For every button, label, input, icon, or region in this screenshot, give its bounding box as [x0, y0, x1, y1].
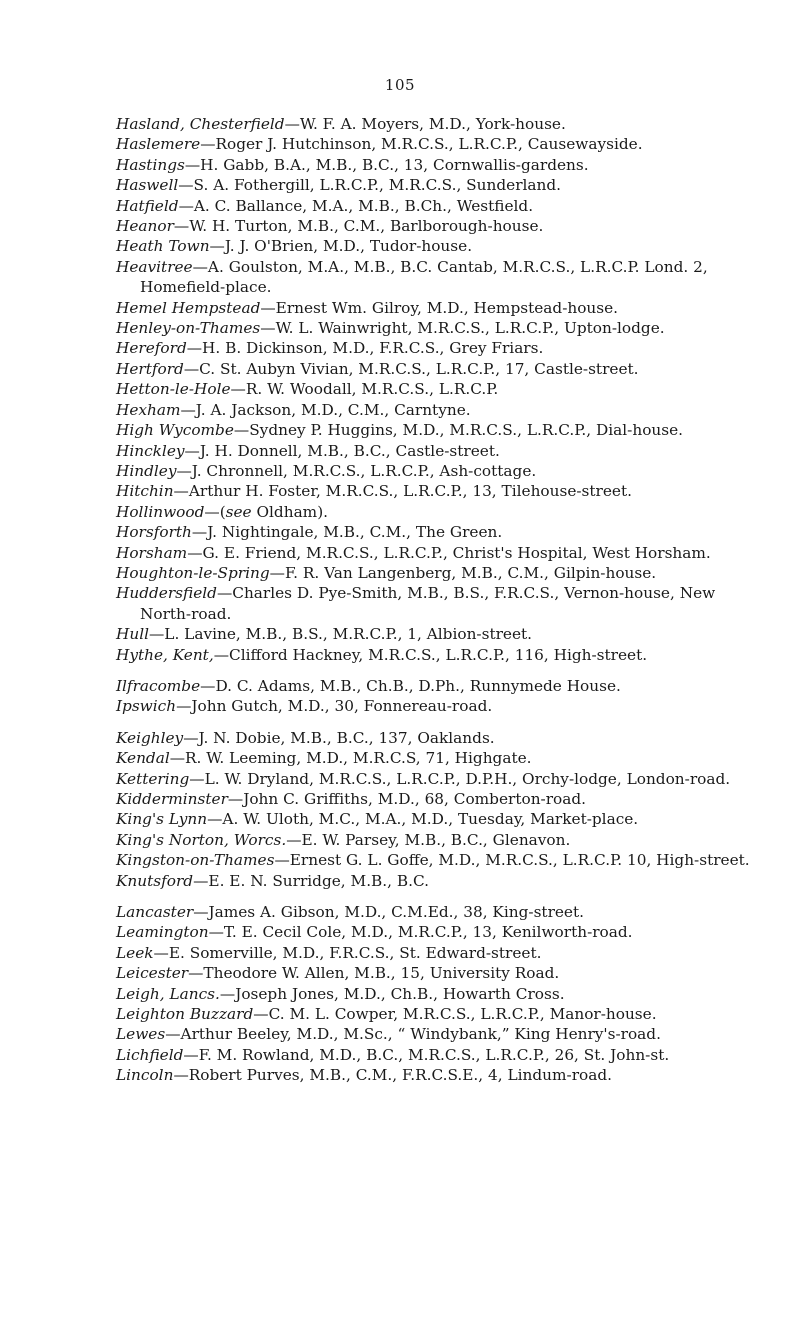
- place-name: Hitchin: [116, 482, 174, 501]
- directory-entry: [116, 522, 762, 542]
- directory-entry: [116, 216, 762, 236]
- directory-entry: [116, 257, 762, 298]
- directory-entry: [116, 902, 762, 922]
- entry-text: —D. C. Adams, M.B., Ch.B., D.Ph., Runnymede House.: [200, 676, 621, 695]
- place-name: Hastings: [116, 155, 185, 174]
- directory-entry: [116, 943, 762, 963]
- entry-text: —F. M. Rowland, M.D., B.C., M.R.C.S., L.R.C.P., 26, St. John-st.: [183, 1045, 670, 1064]
- entry-text: —L. Lavine, M.B., B.S., M.R.C.P., 1, Albion-street.: [148, 625, 533, 644]
- directory-entry: [116, 624, 762, 644]
- entry-text: —H. B. Dickinson, M.D., F.R.C.S., Grey Friars.: [186, 339, 544, 358]
- entry-text: —(: [204, 502, 226, 521]
- place-name: Kingston-on-Thames: [116, 851, 275, 870]
- place-name: High Wycombe: [116, 421, 234, 440]
- place-name: Hexham: [116, 400, 181, 419]
- directory-entry: [116, 236, 762, 256]
- entry-text: —A. C. Ballance, M.A., M.B., B.Ch., Westfield.: [178, 196, 534, 215]
- directory-entry: [116, 563, 762, 583]
- place-name: Kettering: [116, 769, 190, 788]
- place-name: Kidderminster: [116, 790, 228, 808]
- directory-entry: [116, 696, 762, 716]
- directory-entry: [116, 922, 762, 942]
- place-name: Hertford: [116, 359, 184, 378]
- directory-entry: [116, 441, 762, 461]
- entry-text: —J. H. Donnell, M.B., B.C., Castle-street.: [184, 441, 500, 460]
- entry-text: —R. W. Woodall, M.R.C.S., L.R.C.P.: [230, 380, 499, 399]
- place-name: Hereford: [116, 339, 187, 358]
- directory-entry: [116, 748, 762, 768]
- directory-entry: [116, 175, 762, 195]
- place-name: Henley-on-Thames: [116, 319, 261, 338]
- entry-text: —T. E. Cecil Cole, M.D., M.R.C.P., 13, Kenilworth-road.: [208, 923, 633, 942]
- directory-entry: [116, 155, 762, 175]
- directory-entry: [116, 1024, 762, 1044]
- place-name: Hetton-le-Hole: [116, 380, 231, 399]
- directory-entries: [116, 114, 762, 1086]
- place-name: Lancaster: [116, 903, 194, 922]
- directory-entry: [116, 318, 762, 338]
- directory-entry: [116, 1045, 762, 1065]
- place-name: Heanor: [116, 217, 174, 236]
- entry-text: —S. A. Fothergill, L.R.C.P., M.R.C.S., Sunderland.: [178, 176, 562, 195]
- directory-entry: [116, 645, 762, 665]
- entry-text: —Ernest Wm. Gilroy, M.D., Hempstead-house.: [260, 298, 619, 317]
- place-name: Hindley: [116, 461, 177, 480]
- directory-entry: [116, 984, 762, 1004]
- directory-entry: [116, 400, 762, 420]
- directory-entry: [116, 134, 762, 154]
- directory-entry: [116, 583, 762, 624]
- directory-entry: [116, 298, 762, 318]
- directory-entry: [116, 502, 762, 522]
- place-name: Leicester: [116, 964, 189, 983]
- entry-text: —E. E. N. Surridge, M.B., B.C.: [193, 871, 430, 890]
- entry-text: —Sydney P. Huggins, M.D., M.R.C.S., L.R.C.P., Dial-house.: [233, 421, 684, 440]
- place-name: Leamington: [116, 923, 209, 942]
- place-name: Huddersfield: [116, 584, 217, 603]
- place-name: Haswell: [116, 176, 179, 195]
- place-name: Hollinwood: [116, 502, 205, 521]
- directory-entry: [116, 420, 762, 440]
- place-name: Lincoln: [116, 1066, 174, 1085]
- entry-text: —A. Goulston, M.A., M.B., B.C. Cantab, M.R.C.S., L.R.C.P. Lond. 2, Homefield-place.: [140, 257, 708, 297]
- directory-entry: [116, 789, 762, 809]
- entry-text: —L. W. Dryland, M.R.C.S., L.R.C.P., D.P.H., Orchy-lodge, London-road.: [189, 769, 731, 788]
- entry-text: —E. W. Parsey, M.B., B.C., Glenavon.: [286, 830, 571, 849]
- place-name: King's Norton, Worcs.: [116, 830, 287, 849]
- place-name: Haslemere: [116, 135, 201, 154]
- place-name: Leek: [116, 943, 154, 962]
- place-name: Knutsford: [116, 871, 194, 890]
- entry-text: —J. Nightingale, M.B., C.M., The Green.: [191, 523, 503, 542]
- place-name: Hythe, Kent,: [116, 645, 214, 664]
- entry-text: —Roger J. Hutchinson, M.R.C.S., L.R.C.P., Causewayside.: [200, 135, 643, 154]
- directory-entry: [116, 543, 762, 563]
- place-name: Keighley: [116, 728, 184, 747]
- place-name: Lichfield: [116, 1045, 184, 1064]
- place-name: Houghton-le-Spring: [116, 563, 270, 582]
- directory-entry: [116, 809, 762, 829]
- page-number: 105: [384, 76, 416, 94]
- entry-text: —John Gutch, M.D., 30, Fonnereau-road.: [176, 697, 493, 716]
- entry-text: —Arthur H. Foster, M.R.C.S., L.R.C.P., 13, Tilehouse-street.: [173, 482, 632, 501]
- entry-text: —Clifford Hackney, M.R.C.S., L.R.C.P., 116, High-street.: [213, 645, 648, 664]
- entry-text-after: Oldham).: [251, 502, 329, 521]
- place-name: Leighton Buzzard: [116, 1005, 254, 1024]
- directory-entry: [116, 481, 762, 501]
- entry-text: —John C. Griffiths, M.D., 68, Comberton-road.: [227, 790, 587, 808]
- directory-entry: [116, 114, 762, 134]
- directory-entry: [116, 830, 762, 850]
- directory-entry: [116, 338, 762, 358]
- entry-text: —J. A. Jackson, M.D., C.M., Carntyne.: [180, 400, 471, 419]
- directory-entry: [116, 461, 762, 481]
- directory-entry: [116, 769, 762, 789]
- directory-entry: [116, 676, 762, 696]
- directory-entry: [116, 871, 762, 891]
- entry-text: —W. L. Wainwright, M.R.C.S., L.R.C.P., Upton-lodge.: [260, 319, 665, 338]
- place-name: Hull: [116, 625, 149, 644]
- place-name: King's Lynn: [116, 810, 208, 829]
- directory-entry: [116, 379, 762, 399]
- entry-text: —J. J. O'Brien, M.D., Tudor-house.: [209, 237, 473, 256]
- place-name: Hinckley: [116, 441, 185, 460]
- entry-text: —Joseph Jones, M.D., Ch.B., Howarth Cross.: [219, 984, 565, 1003]
- entry-text: —C. M. L. Cowper, M.R.C.S., L.R.C.P., Manor-house.: [253, 1005, 657, 1024]
- directory-entry: [116, 963, 762, 983]
- entry-text: —Theodore W. Allen, M.B., 15, University Road.: [188, 964, 560, 983]
- directory-entry: [116, 359, 762, 379]
- directory-entry: [116, 728, 762, 748]
- entry-text: —Ernest G. L. Goffe, M.D., M.R.C.S., L.R.C.P. 10, High-street.: [274, 851, 750, 870]
- place-name: Hemel Hempstead: [116, 298, 261, 317]
- place-name: Lewes: [116, 1025, 166, 1044]
- entry-text: —R. W. Leeming, M.D., M.R.C.S, 71, Highgate.: [169, 749, 532, 768]
- place-name: Leigh, Lancs.: [116, 984, 220, 1003]
- directory-entry: [116, 196, 762, 216]
- entry-text: —W. F. A. Moyers, M.D., York-house.: [284, 115, 566, 133]
- entry-text: —Robert Purves, M.B., C.M., F.R.C.S.E., 4, Lindum-road.: [173, 1066, 612, 1085]
- place-name: Ilfracombe: [116, 676, 201, 695]
- entry-text: —H. Gabb, B.A., M.B., B.C., 13, Cornwallis-gardens.: [184, 155, 589, 174]
- entry-text: —G. E. Friend, M.R.C.S., L.R.C.P., Christ's Hospital, West Horsham.: [187, 543, 711, 562]
- place-name: Kendal: [116, 749, 170, 768]
- place-name: Heath Town: [116, 237, 210, 256]
- directory-entry: [116, 1065, 762, 1085]
- place-name: Heavitree: [116, 257, 193, 276]
- place-name: Hatfield: [116, 196, 179, 215]
- entry-text: —E. Somerville, M.D., F.R.C.S., St. Edward-street.: [153, 943, 542, 962]
- place-name: Horsforth: [116, 523, 192, 542]
- entry-text: —Charles D. Pye-Smith, M.B., B.S., F.R.C.S., Vernon-house, New North-road.: [140, 584, 716, 623]
- entry-text: —F. R. Van Langenberg, M.B., C.M., Gilpin-house.: [269, 563, 657, 582]
- place-name: Horsham: [116, 543, 188, 562]
- entry-text: —W. H. Turton, M.B., C.M., Barlborough-house.: [173, 217, 544, 236]
- directory-entry: [116, 1004, 762, 1024]
- entry-text: —A. W. Uloth, M.C., M.A., M.D., Tuesday, Market-place.: [207, 810, 639, 829]
- entry-text: —C. St. Aubyn Vivian, M.R.C.S., L.R.C.P., 17, Castle-street.: [183, 359, 639, 378]
- entry-text: —Arthur Beeley, M.D., M.Sc., “ Windybank,” King Henry's-road.: [165, 1025, 661, 1044]
- entry-text: —J. Chronnell, M.R.C.S., L.R.C.P., Ash-cottage.: [176, 461, 537, 480]
- place-name: Hasland, Chesterfield: [116, 115, 285, 133]
- directory-entry: [116, 850, 762, 870]
- entry-text: —J. N. Dobie, M.B., B.C., 137, Oaklands.: [183, 728, 495, 747]
- see-reference: see: [225, 502, 252, 521]
- place-name: Ipswich: [116, 697, 177, 716]
- entry-text: —James A. Gibson, M.D., C.M.Ed., 38, King-street.: [193, 903, 584, 922]
